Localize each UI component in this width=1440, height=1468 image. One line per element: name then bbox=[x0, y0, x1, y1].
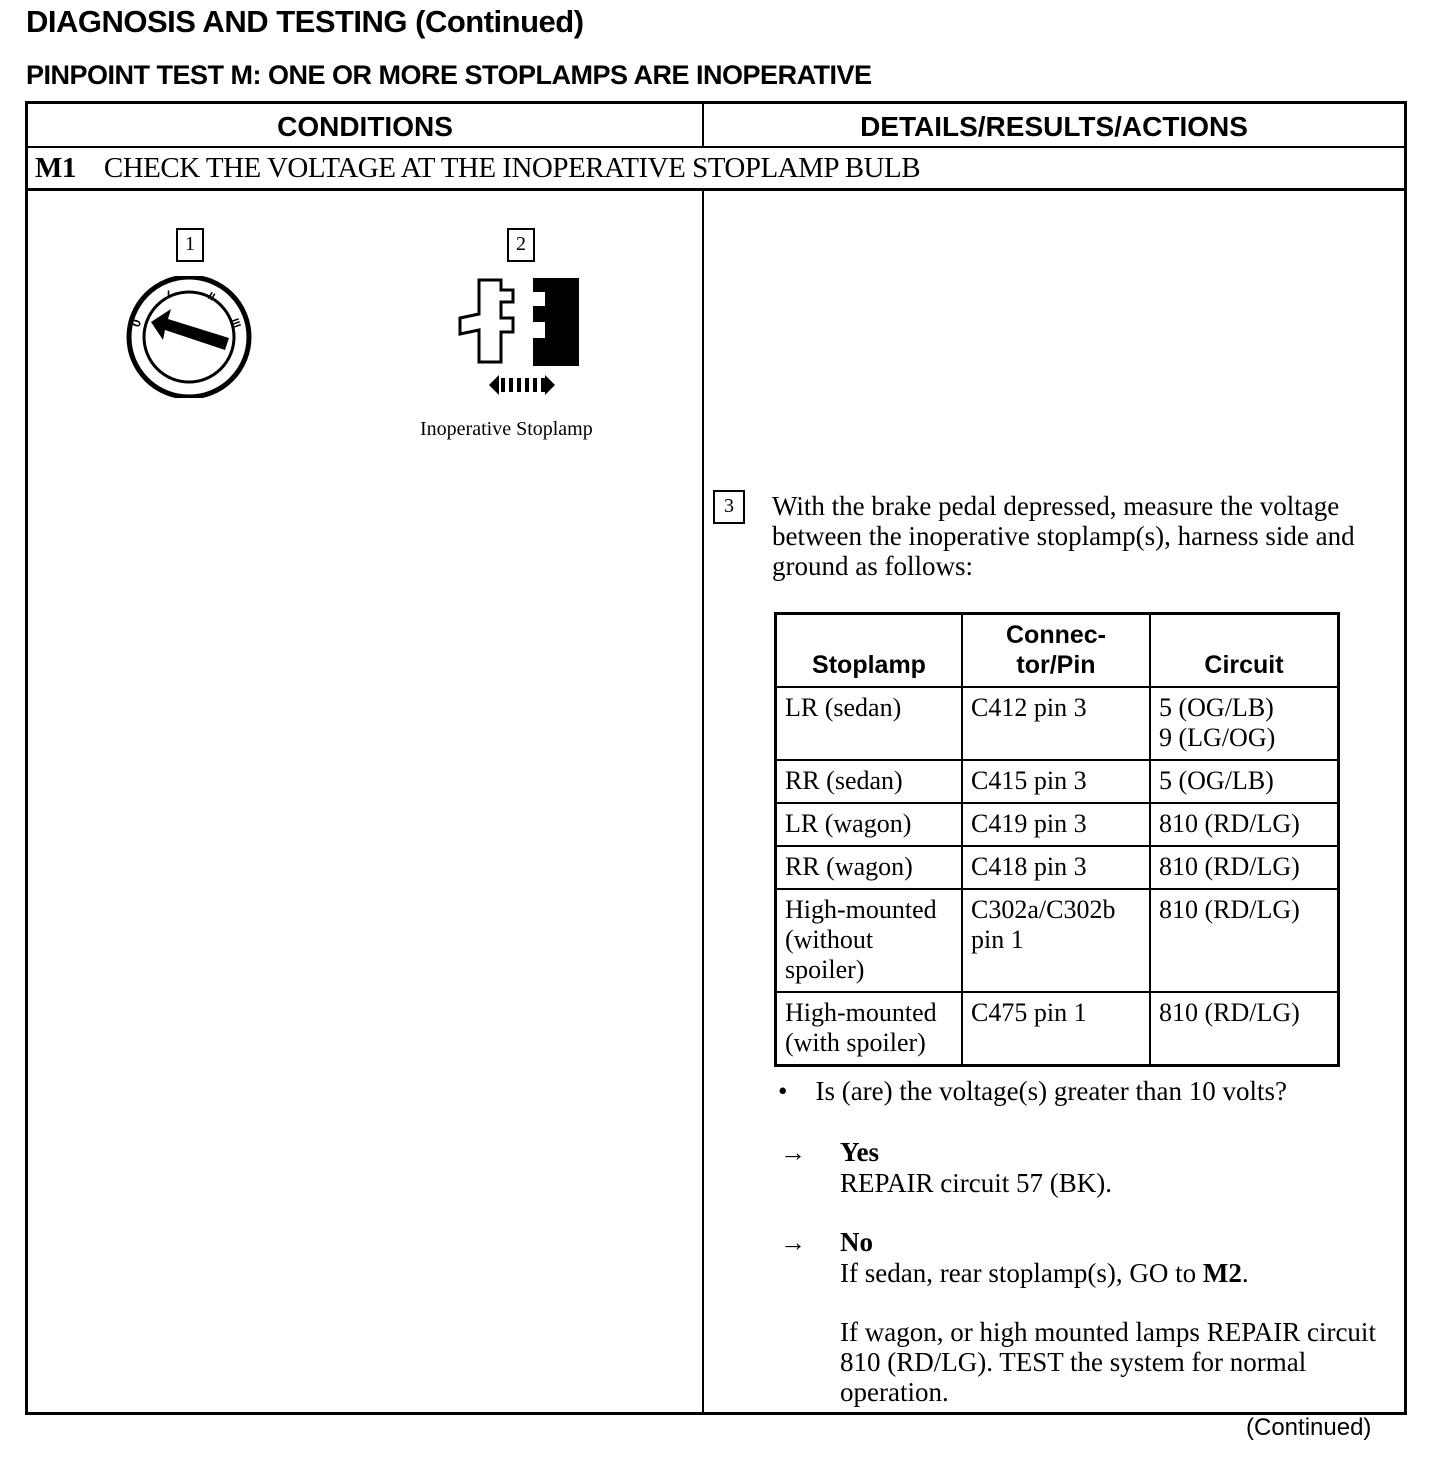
cell-line: C415 pin 3 bbox=[971, 766, 1087, 795]
cell-line: 810 (RD/LG) bbox=[1159, 895, 1300, 924]
table-row bbox=[776, 889, 1339, 992]
cell-line: RR (wagon) bbox=[785, 852, 913, 881]
connector-cell bbox=[962, 760, 1150, 803]
table-header-row bbox=[776, 614, 1339, 688]
step-id: M1 bbox=[35, 152, 76, 184]
no-action-sedan-text: If sedan, rear stoplamp(s), GO to bbox=[840, 1258, 1203, 1288]
circuit-cell bbox=[1150, 803, 1339, 846]
cell-line: pin 1 bbox=[971, 925, 1024, 954]
step-row bbox=[35, 152, 920, 185]
svg-text:0: 0 bbox=[127, 317, 145, 330]
column-header-stoplamp: Stoplamp bbox=[776, 614, 963, 688]
column-divider-body bbox=[702, 191, 704, 1412]
cell-line: C419 pin 3 bbox=[971, 809, 1087, 838]
cell-line: High-mounted bbox=[785, 998, 937, 1027]
table-row bbox=[776, 760, 1339, 803]
cell-line: 810 (RD/LG) bbox=[1159, 809, 1300, 838]
details-column-header: DETAILS/RESULTS/ACTIONS bbox=[860, 111, 1248, 142]
connector-cell bbox=[962, 889, 1150, 992]
cell-line: 5 (OG/LB) bbox=[1159, 766, 1274, 795]
circuit-cell bbox=[1150, 992, 1339, 1066]
conditions-column-header: CONDITIONS bbox=[277, 111, 453, 142]
cell-line: (without bbox=[785, 925, 874, 954]
cell-line: 9 (LG/OG) bbox=[1159, 723, 1276, 752]
no-arrow-icon: → bbox=[780, 1228, 806, 1257]
connector-disconnect-icon bbox=[455, 276, 585, 400]
stoplamp-cell bbox=[776, 846, 963, 889]
column-header-circuit: Circuit bbox=[1150, 614, 1339, 688]
figure-1-number: 1 bbox=[176, 228, 204, 262]
connector-cell bbox=[962, 992, 1150, 1066]
svg-text:III: III bbox=[228, 316, 243, 330]
step-row-divider bbox=[28, 188, 1404, 191]
cell-line: 5 (OG/LB) bbox=[1159, 693, 1274, 722]
stoplamp-cell bbox=[776, 803, 963, 846]
continued-label: (Continued) bbox=[1246, 1414, 1372, 1441]
connector-cell bbox=[962, 846, 1150, 889]
cell-line: LR (sedan) bbox=[785, 693, 902, 722]
figure-2-caption: Inoperative Stoplamp bbox=[420, 418, 593, 440]
no-label: No bbox=[840, 1227, 873, 1257]
cell-line: 810 (RD/LG) bbox=[1159, 998, 1300, 1027]
step-3-instruction: With the brake pedal depressed, measure the voltage between the inoperative stoplamp(s), harness side and ground as follows: bbox=[772, 491, 1355, 581]
cell-line: LR (wagon) bbox=[785, 809, 912, 838]
circuit-cell bbox=[1150, 889, 1339, 992]
no-action-sedan bbox=[840, 1258, 1249, 1288]
step-title: CHECK THE VOLTAGE AT THE INOPERATIVE STOPLAMP BULB bbox=[103, 152, 921, 184]
stoplamp-cell bbox=[776, 889, 963, 992]
circuit-cell bbox=[1150, 687, 1339, 760]
connector-header-line-1: Connec- bbox=[1006, 621, 1106, 649]
cell-line: spoiler) bbox=[785, 955, 865, 984]
yes-action: REPAIR circuit 57 (BK). bbox=[840, 1168, 1112, 1198]
cell-line: C412 pin 3 bbox=[971, 693, 1087, 722]
goto-step-ref: M2 bbox=[1202, 1258, 1242, 1288]
question-text: Is (are) the voltage(s) greater than 10 volts? bbox=[815, 1076, 1288, 1106]
stoplamp-cell bbox=[776, 687, 963, 760]
connector-cell bbox=[962, 687, 1150, 760]
step-3-number: 3 bbox=[713, 490, 745, 524]
cell-line: RR (sedan) bbox=[785, 766, 903, 795]
column-header-connector-pin bbox=[962, 614, 1150, 688]
circuit-cell bbox=[1150, 846, 1339, 889]
table-row bbox=[776, 687, 1339, 760]
stoplamp-cell bbox=[776, 760, 963, 803]
ignition-switch-off-icon bbox=[125, 276, 255, 398]
stoplamp-cell bbox=[776, 992, 963, 1066]
table-row bbox=[776, 992, 1339, 1066]
cell-line: (with spoiler) bbox=[785, 1028, 926, 1057]
pinpoint-test-title: PINPOINT TEST M: ONE OR MORE STOPLAMPS ARE INOPERATIVE bbox=[26, 60, 872, 90]
voltage-measurement-table bbox=[774, 612, 1340, 1067]
cell-line: C302a/C302b bbox=[971, 895, 1116, 924]
yes-label: Yes bbox=[840, 1137, 879, 1167]
figure-2-number: 2 bbox=[507, 228, 535, 262]
svg-text:II: II bbox=[205, 290, 217, 304]
table-row bbox=[776, 846, 1339, 889]
page-title: DIAGNOSIS AND TESTING (Continued) bbox=[26, 4, 584, 39]
cell-line: C418 pin 3 bbox=[971, 852, 1087, 881]
svg-text:I: I bbox=[167, 289, 171, 301]
circuit-cell bbox=[1150, 760, 1339, 803]
connector-cell bbox=[962, 803, 1150, 846]
bullet-icon: • bbox=[778, 1076, 788, 1106]
connector-header-line-2: tor/Pin bbox=[1016, 651, 1096, 679]
cell-line: C475 pin 1 bbox=[971, 998, 1087, 1027]
no-action-sedan-period: . bbox=[1241, 1258, 1249, 1288]
header-divider bbox=[28, 146, 1404, 148]
cell-line: 810 (RD/LG) bbox=[1159, 852, 1300, 881]
voltage-question bbox=[778, 1076, 1287, 1107]
yes-arrow-icon: → bbox=[780, 1138, 806, 1167]
cell-line: High-mounted bbox=[785, 895, 937, 924]
no-action-wagon: If wagon, or high mounted lamps REPAIR circuit 810 (RD/LG). TEST the system for normal operation. bbox=[840, 1317, 1376, 1407]
table-row bbox=[776, 803, 1339, 846]
